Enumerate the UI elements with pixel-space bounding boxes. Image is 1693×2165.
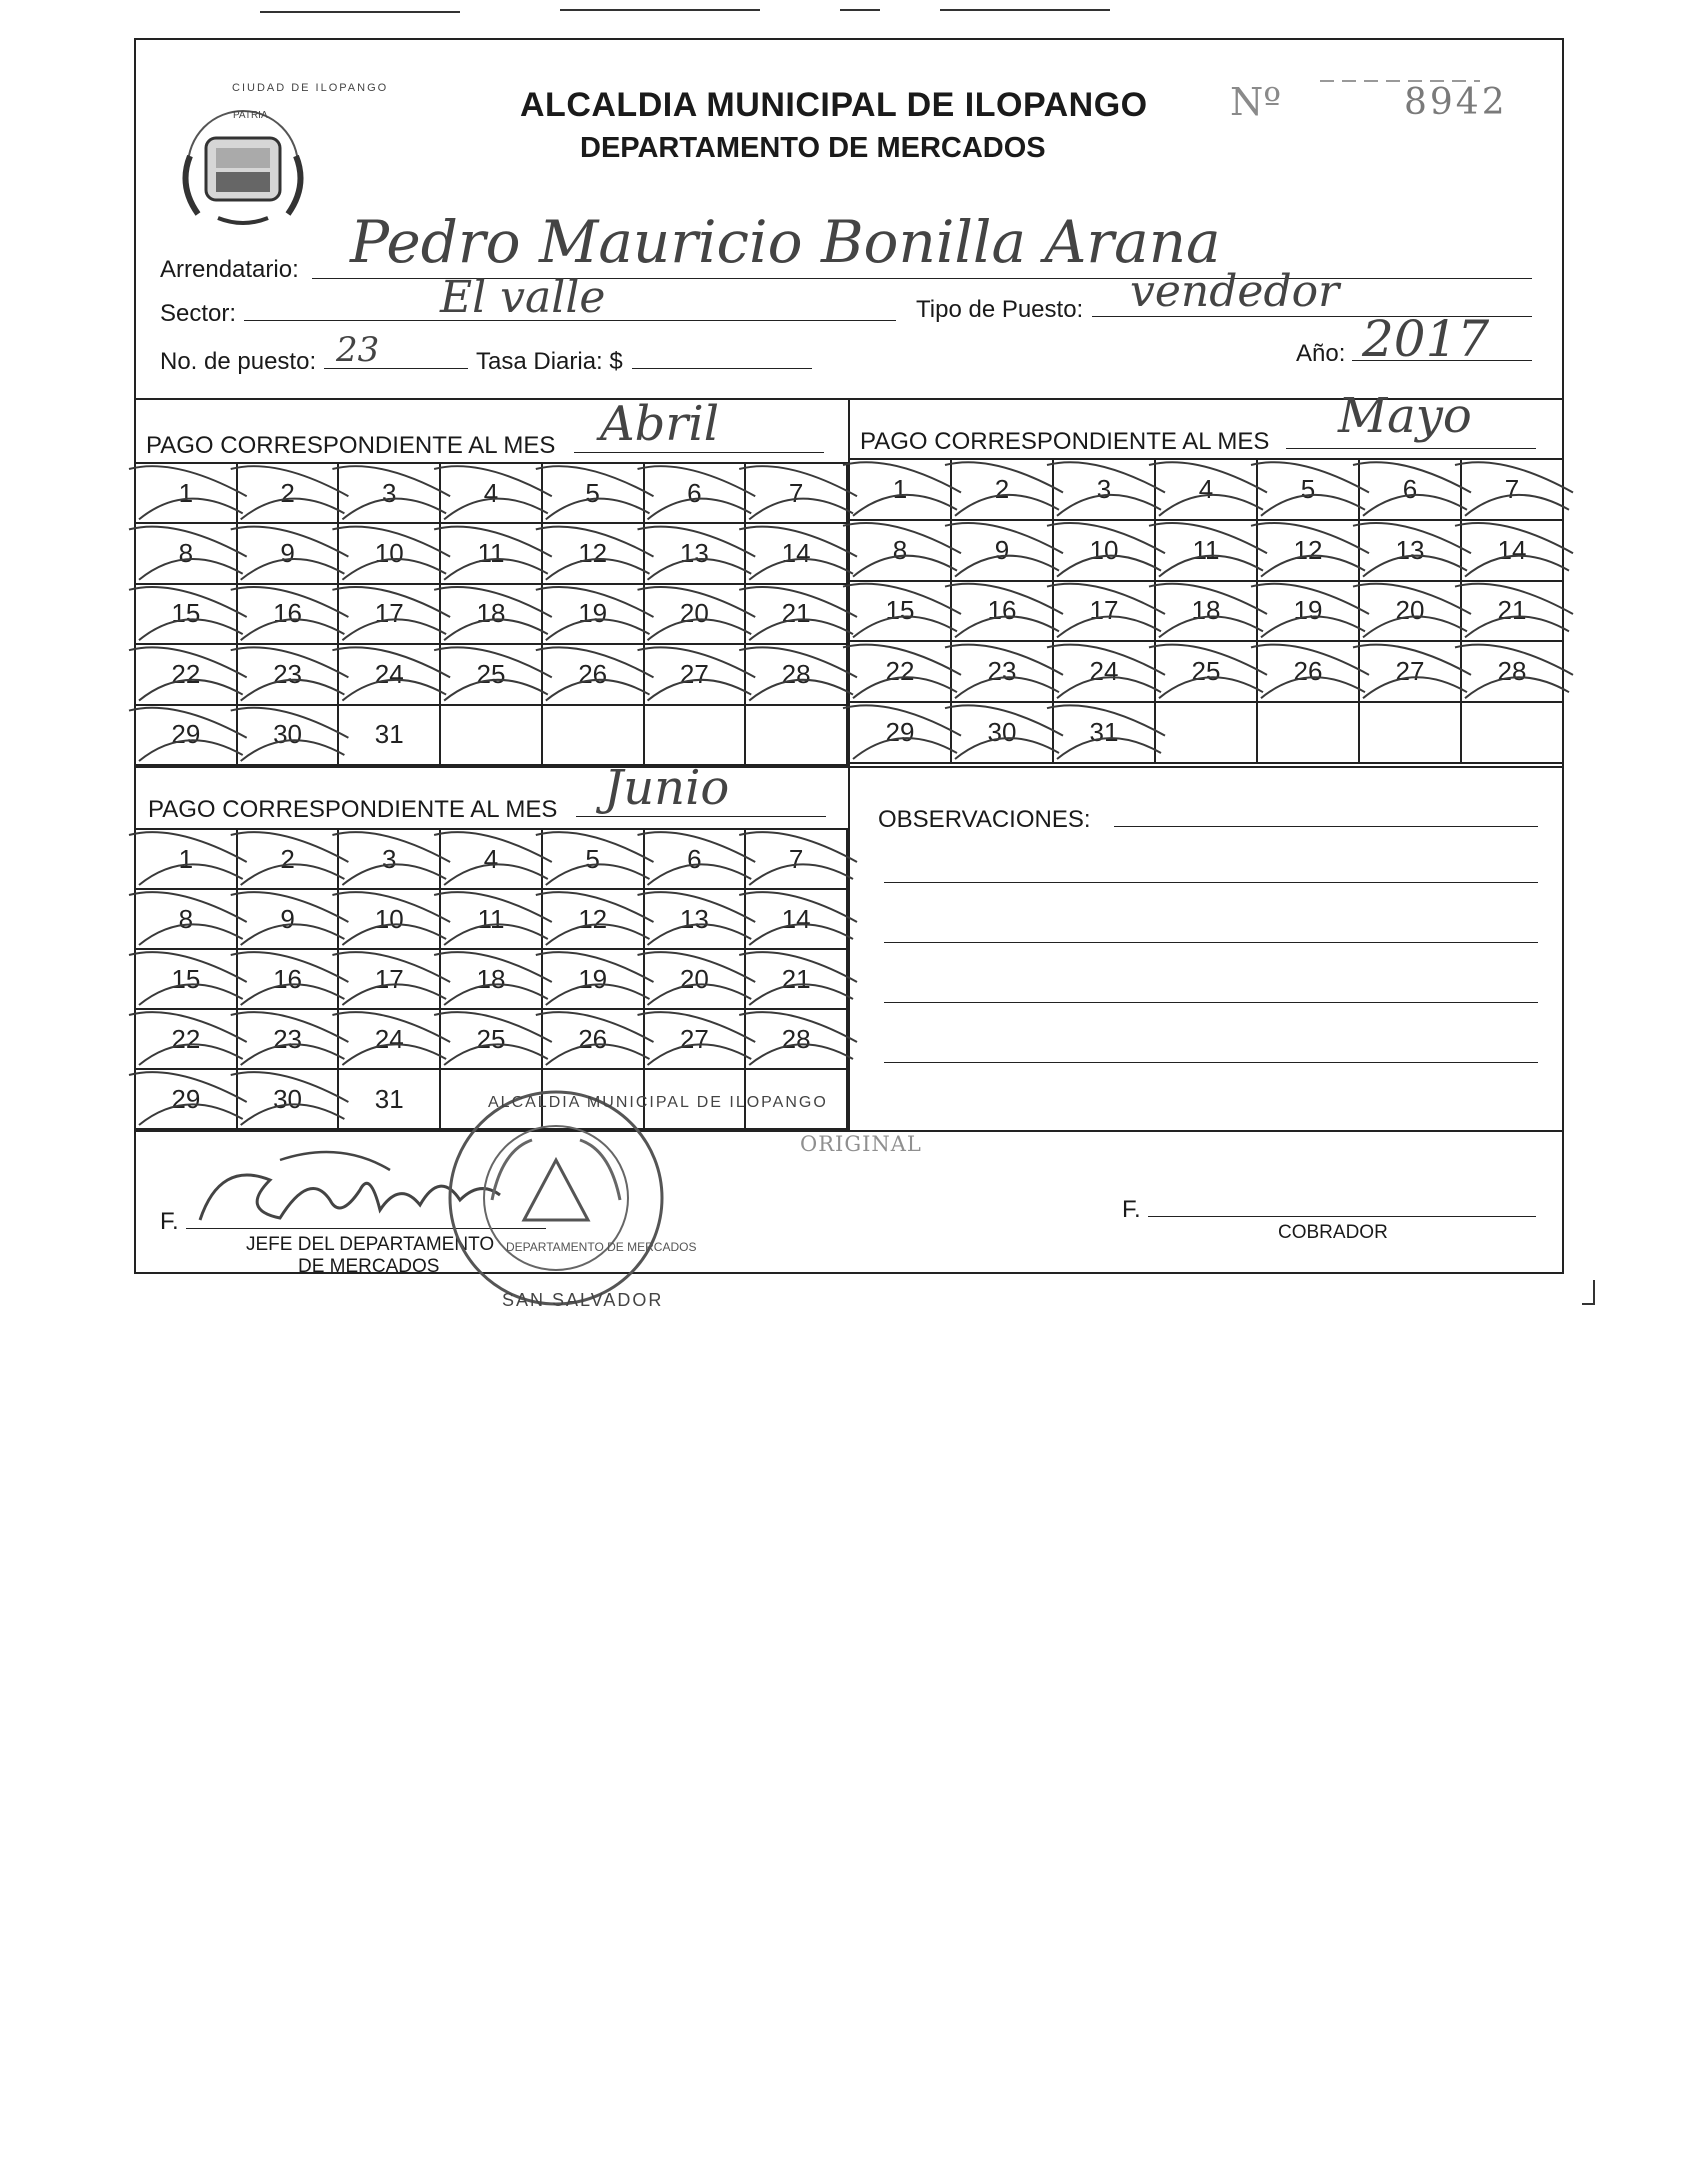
month-2-day-cell[interactable]: 14 bbox=[1461, 520, 1563, 581]
calendar-row bbox=[135, 705, 847, 765]
month-3-day-cell[interactable]: 11 bbox=[440, 889, 542, 949]
month-3-day-cell[interactable]: 29 bbox=[135, 1069, 237, 1129]
month-2-empty-cell bbox=[1359, 702, 1461, 763]
month-2-day-cell[interactable]: 3 bbox=[1053, 459, 1155, 520]
calendar-row bbox=[849, 459, 1563, 520]
month-2-day-cell[interactable]: 15 bbox=[849, 581, 951, 642]
month-3-day-cell[interactable]: 6 bbox=[644, 829, 746, 889]
observaciones-line-3[interactable] bbox=[884, 942, 1538, 943]
month-3-label: PAGO CORRESPONDIENTE AL MES bbox=[148, 796, 558, 823]
month-3-day-cell[interactable]: 14 bbox=[745, 889, 847, 949]
month-2-value[interactable]: Mayo bbox=[1338, 388, 1472, 444]
calendar-row bbox=[135, 644, 847, 704]
serial-number-label: Nº bbox=[1230, 80, 1282, 124]
month-1-day-cell[interactable]: 6 bbox=[644, 463, 746, 523]
scan-corner-mark bbox=[1580, 1280, 1600, 1310]
month-3-day-cell[interactable]: 22 bbox=[135, 1009, 237, 1069]
month-2-day-cell[interactable]: 9 bbox=[951, 520, 1053, 581]
month-2-day-cell[interactable]: 10 bbox=[1053, 520, 1155, 581]
month-1-day-cell[interactable]: 16 bbox=[237, 584, 339, 644]
month-3-day-cell[interactable]: 21 bbox=[745, 949, 847, 1009]
month-2-label: PAGO CORRESPONDIENTE AL MES bbox=[860, 428, 1270, 455]
tipo-puesto-value[interactable]: vendedor bbox=[1130, 266, 1340, 317]
arrendatario-label: Arrendatario: bbox=[160, 256, 299, 283]
month-2-day-cell[interactable]: 6 bbox=[1359, 459, 1461, 520]
month-2-empty-cell bbox=[1155, 702, 1257, 763]
sector-label: Sector: bbox=[160, 300, 237, 327]
month-2-day-cell[interactable]: 11 bbox=[1155, 520, 1257, 581]
month-1-day-cell[interactable]: 30 bbox=[237, 705, 339, 765]
month-2-day-cell[interactable]: 26 bbox=[1257, 641, 1359, 702]
month-1-day-cell[interactable]: 15 bbox=[135, 584, 237, 644]
month-2-day-cell[interactable]: 8 bbox=[849, 520, 951, 581]
month-3-day-cell[interactable]: 15 bbox=[135, 949, 237, 1009]
calendar-row bbox=[135, 829, 847, 889]
month-3-day-cell[interactable]: 4 bbox=[440, 829, 542, 889]
coat-of-arms-ring-text: CIUDAD DE ILOPANGO bbox=[232, 82, 389, 94]
observaciones-line-1[interactable] bbox=[1114, 826, 1538, 827]
month-1-day-cell[interactable]: 4 bbox=[440, 463, 542, 523]
calendar-row bbox=[849, 702, 1563, 763]
observaciones-line-4[interactable] bbox=[884, 1002, 1538, 1003]
month-3-day-cell[interactable]: 17 bbox=[338, 949, 440, 1009]
tasa-diaria-underline bbox=[632, 368, 812, 369]
month-1-day-cell[interactable]: 7 bbox=[745, 463, 847, 523]
month-3-day-cell[interactable]: 12 bbox=[542, 889, 644, 949]
month-2-day-cell[interactable]: 17 bbox=[1053, 581, 1155, 642]
month-1-empty-cell bbox=[440, 705, 542, 765]
month-3-day-cell[interactable]: 5 bbox=[542, 829, 644, 889]
month-1-day-cell[interactable]: 3 bbox=[338, 463, 440, 523]
month-1-calendar bbox=[134, 462, 848, 766]
month-2-day-cell[interactable]: 4 bbox=[1155, 459, 1257, 520]
month-2-day-cell[interactable]: 5 bbox=[1257, 459, 1359, 520]
month-1-day-cell[interactable]: 19 bbox=[542, 584, 644, 644]
calendar-row bbox=[135, 949, 847, 1009]
month-1-day-cell[interactable]: 28 bbox=[745, 644, 847, 704]
calendar-row bbox=[849, 641, 1563, 702]
month-1-day-cell[interactable]: 26 bbox=[542, 644, 644, 704]
month-1-day-cell[interactable]: 14 bbox=[745, 523, 847, 583]
month-1-label: PAGO CORRESPONDIENTE AL MES bbox=[146, 432, 556, 459]
month-2-day-cell[interactable]: 18 bbox=[1155, 581, 1257, 642]
month-3-day-cell[interactable]: 16 bbox=[237, 949, 339, 1009]
month-2-day-cell[interactable]: 2 bbox=[951, 459, 1053, 520]
month-1-day-cell[interactable]: 20 bbox=[644, 584, 746, 644]
month-2-day-cell[interactable]: 22 bbox=[849, 641, 951, 702]
month-2-day-cell[interactable]: 16 bbox=[951, 581, 1053, 642]
observaciones-label: OBSERVACIONES: bbox=[878, 806, 1091, 833]
month-1-day-cell[interactable]: 1 bbox=[135, 463, 237, 523]
stamp-bottom-text: SAN SALVADOR bbox=[502, 1290, 664, 1310]
month-2-day-cell[interactable]: 23 bbox=[951, 641, 1053, 702]
month-3-underline bbox=[576, 816, 826, 817]
signature-right-line[interactable] bbox=[1148, 1216, 1536, 1217]
calendar-row bbox=[135, 584, 847, 644]
month-1-day-cell[interactable]: 13 bbox=[644, 523, 746, 583]
page-title: ALCALDIA MUNICIPAL DE ILOPANGO bbox=[520, 86, 1148, 124]
month-3-day-cell[interactable]: 7 bbox=[745, 829, 847, 889]
month-3-day-cell[interactable]: 1 bbox=[135, 829, 237, 889]
month-3-day-cell[interactable]: 20 bbox=[644, 949, 746, 1009]
month-3-day-cell[interactable]: 25 bbox=[440, 1009, 542, 1069]
puesto-value[interactable]: 23 bbox=[336, 330, 380, 370]
month-1-underline bbox=[574, 452, 824, 453]
stamp-ring-text: ALCALDIA MUNICIPAL DE ILOPANGO bbox=[488, 1094, 828, 1111]
month-2-day-cell[interactable]: 31 bbox=[1053, 702, 1155, 763]
month-1-day-cell[interactable]: 23 bbox=[237, 644, 339, 704]
month-3-day-cell[interactable]: 19 bbox=[542, 949, 644, 1009]
month-1-day-cell[interactable]: 17 bbox=[338, 584, 440, 644]
month-3-day-cell[interactable]: 24 bbox=[338, 1009, 440, 1069]
signature-right-title: COBRADOR bbox=[1278, 1222, 1388, 1243]
month-1-empty-cell bbox=[542, 705, 644, 765]
official-stamp-icon bbox=[432, 1080, 680, 1320]
section-divider-middle bbox=[134, 766, 1564, 768]
arrendatario-value[interactable]: Pedro Mauricio Bonilla Arana bbox=[350, 208, 1221, 276]
month-1-day-cell[interactable]: 22 bbox=[135, 644, 237, 704]
month-3-day-cell[interactable]: 10 bbox=[338, 889, 440, 949]
month-1-empty-cell bbox=[644, 705, 746, 765]
month-1-day-cell[interactable]: 10 bbox=[338, 523, 440, 583]
month-2-day-cell[interactable]: 19 bbox=[1257, 581, 1359, 642]
month-3-day-cell[interactable]: 26 bbox=[542, 1009, 644, 1069]
sector-value[interactable]: El valle bbox=[440, 272, 606, 323]
month-1-day-cell[interactable]: 18 bbox=[440, 584, 542, 644]
month-3-day-cell[interactable]: 2 bbox=[237, 829, 339, 889]
serial-number: 8942 bbox=[1404, 82, 1508, 123]
signature-right-prefix: F. bbox=[1122, 1196, 1141, 1223]
calendar-row bbox=[135, 463, 847, 523]
coat-of-arms-motto: PATRIA bbox=[233, 110, 268, 121]
month-2-day-cell[interactable]: 29 bbox=[849, 702, 951, 763]
month-3-day-cell[interactable]: 9 bbox=[237, 889, 339, 949]
month-1-day-cell[interactable]: 21 bbox=[745, 584, 847, 644]
calendar-row bbox=[135, 889, 847, 949]
month-1-empty-cell bbox=[745, 705, 847, 765]
month-3-day-cell[interactable]: 30 bbox=[237, 1069, 339, 1129]
calendar-row bbox=[135, 1009, 847, 1069]
month-3-day-cell[interactable]: 28 bbox=[745, 1009, 847, 1069]
month-2-day-cell[interactable]: 21 bbox=[1461, 581, 1563, 642]
calendar-row bbox=[849, 581, 1563, 642]
month-1-day-cell[interactable]: 8 bbox=[135, 523, 237, 583]
month-2-day-cell[interactable]: 20 bbox=[1359, 581, 1461, 642]
ano-label: Año: bbox=[1296, 340, 1346, 367]
month-2-day-cell[interactable]: 30 bbox=[951, 702, 1053, 763]
month-2-day-cell[interactable]: 24 bbox=[1053, 641, 1155, 702]
month-2-calendar bbox=[848, 458, 1564, 764]
month-2-day-cell[interactable]: 13 bbox=[1359, 520, 1461, 581]
month-1-day-cell[interactable]: 25 bbox=[440, 644, 542, 704]
month-3-day-cell[interactable]: 27 bbox=[644, 1009, 746, 1069]
signature-left-title-2: DE MERCADOS bbox=[298, 1256, 440, 1277]
month-1-day-cell[interactable]: 2 bbox=[237, 463, 339, 523]
month-1-day-cell[interactable]: 29 bbox=[135, 705, 237, 765]
month-1-day-cell[interactable]: 11 bbox=[440, 523, 542, 583]
puesto-label: No. de puesto: bbox=[160, 348, 317, 375]
month-2-empty-cell bbox=[1461, 702, 1563, 763]
calendar-row bbox=[135, 523, 847, 583]
month-2-day-cell[interactable]: 7 bbox=[1461, 459, 1563, 520]
month-3-day-cell[interactable]: 18 bbox=[440, 949, 542, 1009]
observaciones-line-2[interactable] bbox=[884, 882, 1538, 883]
month-3-day-cell[interactable]: 8 bbox=[135, 889, 237, 949]
month-2-underline bbox=[1286, 448, 1536, 449]
month-2-day-cell[interactable]: 1 bbox=[849, 459, 951, 520]
month-1-day-cell[interactable]: 9 bbox=[237, 523, 339, 583]
original-mark: ORIGINAL bbox=[800, 1132, 922, 1156]
serial-dash-line bbox=[1320, 78, 1480, 84]
signature-left-prefix: F. bbox=[160, 1208, 179, 1235]
page-subtitle: DEPARTAMENTO DE MERCADOS bbox=[580, 132, 1046, 164]
ano-value[interactable]: 2017 bbox=[1362, 310, 1490, 368]
month-2-day-cell[interactable]: 27 bbox=[1359, 641, 1461, 702]
tasa-diaria-label: Tasa Diaria: $ bbox=[476, 348, 623, 375]
month-1-day-cell[interactable]: 27 bbox=[644, 644, 746, 704]
month-2-day-cell[interactable]: 25 bbox=[1155, 641, 1257, 702]
month-3-day-cell[interactable]: 23 bbox=[237, 1009, 339, 1069]
calendar-row bbox=[849, 520, 1563, 581]
month-3-day-cell[interactable]: 31 bbox=[338, 1069, 440, 1129]
month-2-empty-cell bbox=[1257, 702, 1359, 763]
month-1-day-cell[interactable]: 5 bbox=[542, 463, 644, 523]
month-2-day-cell[interactable]: 28 bbox=[1461, 641, 1563, 702]
observaciones-line-5[interactable] bbox=[884, 1062, 1538, 1063]
month-1-value[interactable]: Abril bbox=[600, 396, 720, 452]
month-3-day-cell[interactable]: 13 bbox=[644, 889, 746, 949]
month-3-value[interactable]: Junio bbox=[604, 760, 730, 816]
tipo-puesto-label: Tipo de Puesto: bbox=[916, 296, 1084, 323]
stamp-inner-text: DEPARTAMENTO DE MERCADOS bbox=[506, 1240, 697, 1254]
signature-left-title-1: JEFE DEL DEPARTAMENTO bbox=[246, 1234, 495, 1255]
month-2-day-cell[interactable]: 12 bbox=[1257, 520, 1359, 581]
month-1-day-cell[interactable]: 31 bbox=[338, 705, 440, 765]
month-3-day-cell[interactable]: 3 bbox=[338, 829, 440, 889]
month-1-day-cell[interactable]: 12 bbox=[542, 523, 644, 583]
month-1-day-cell[interactable]: 24 bbox=[338, 644, 440, 704]
